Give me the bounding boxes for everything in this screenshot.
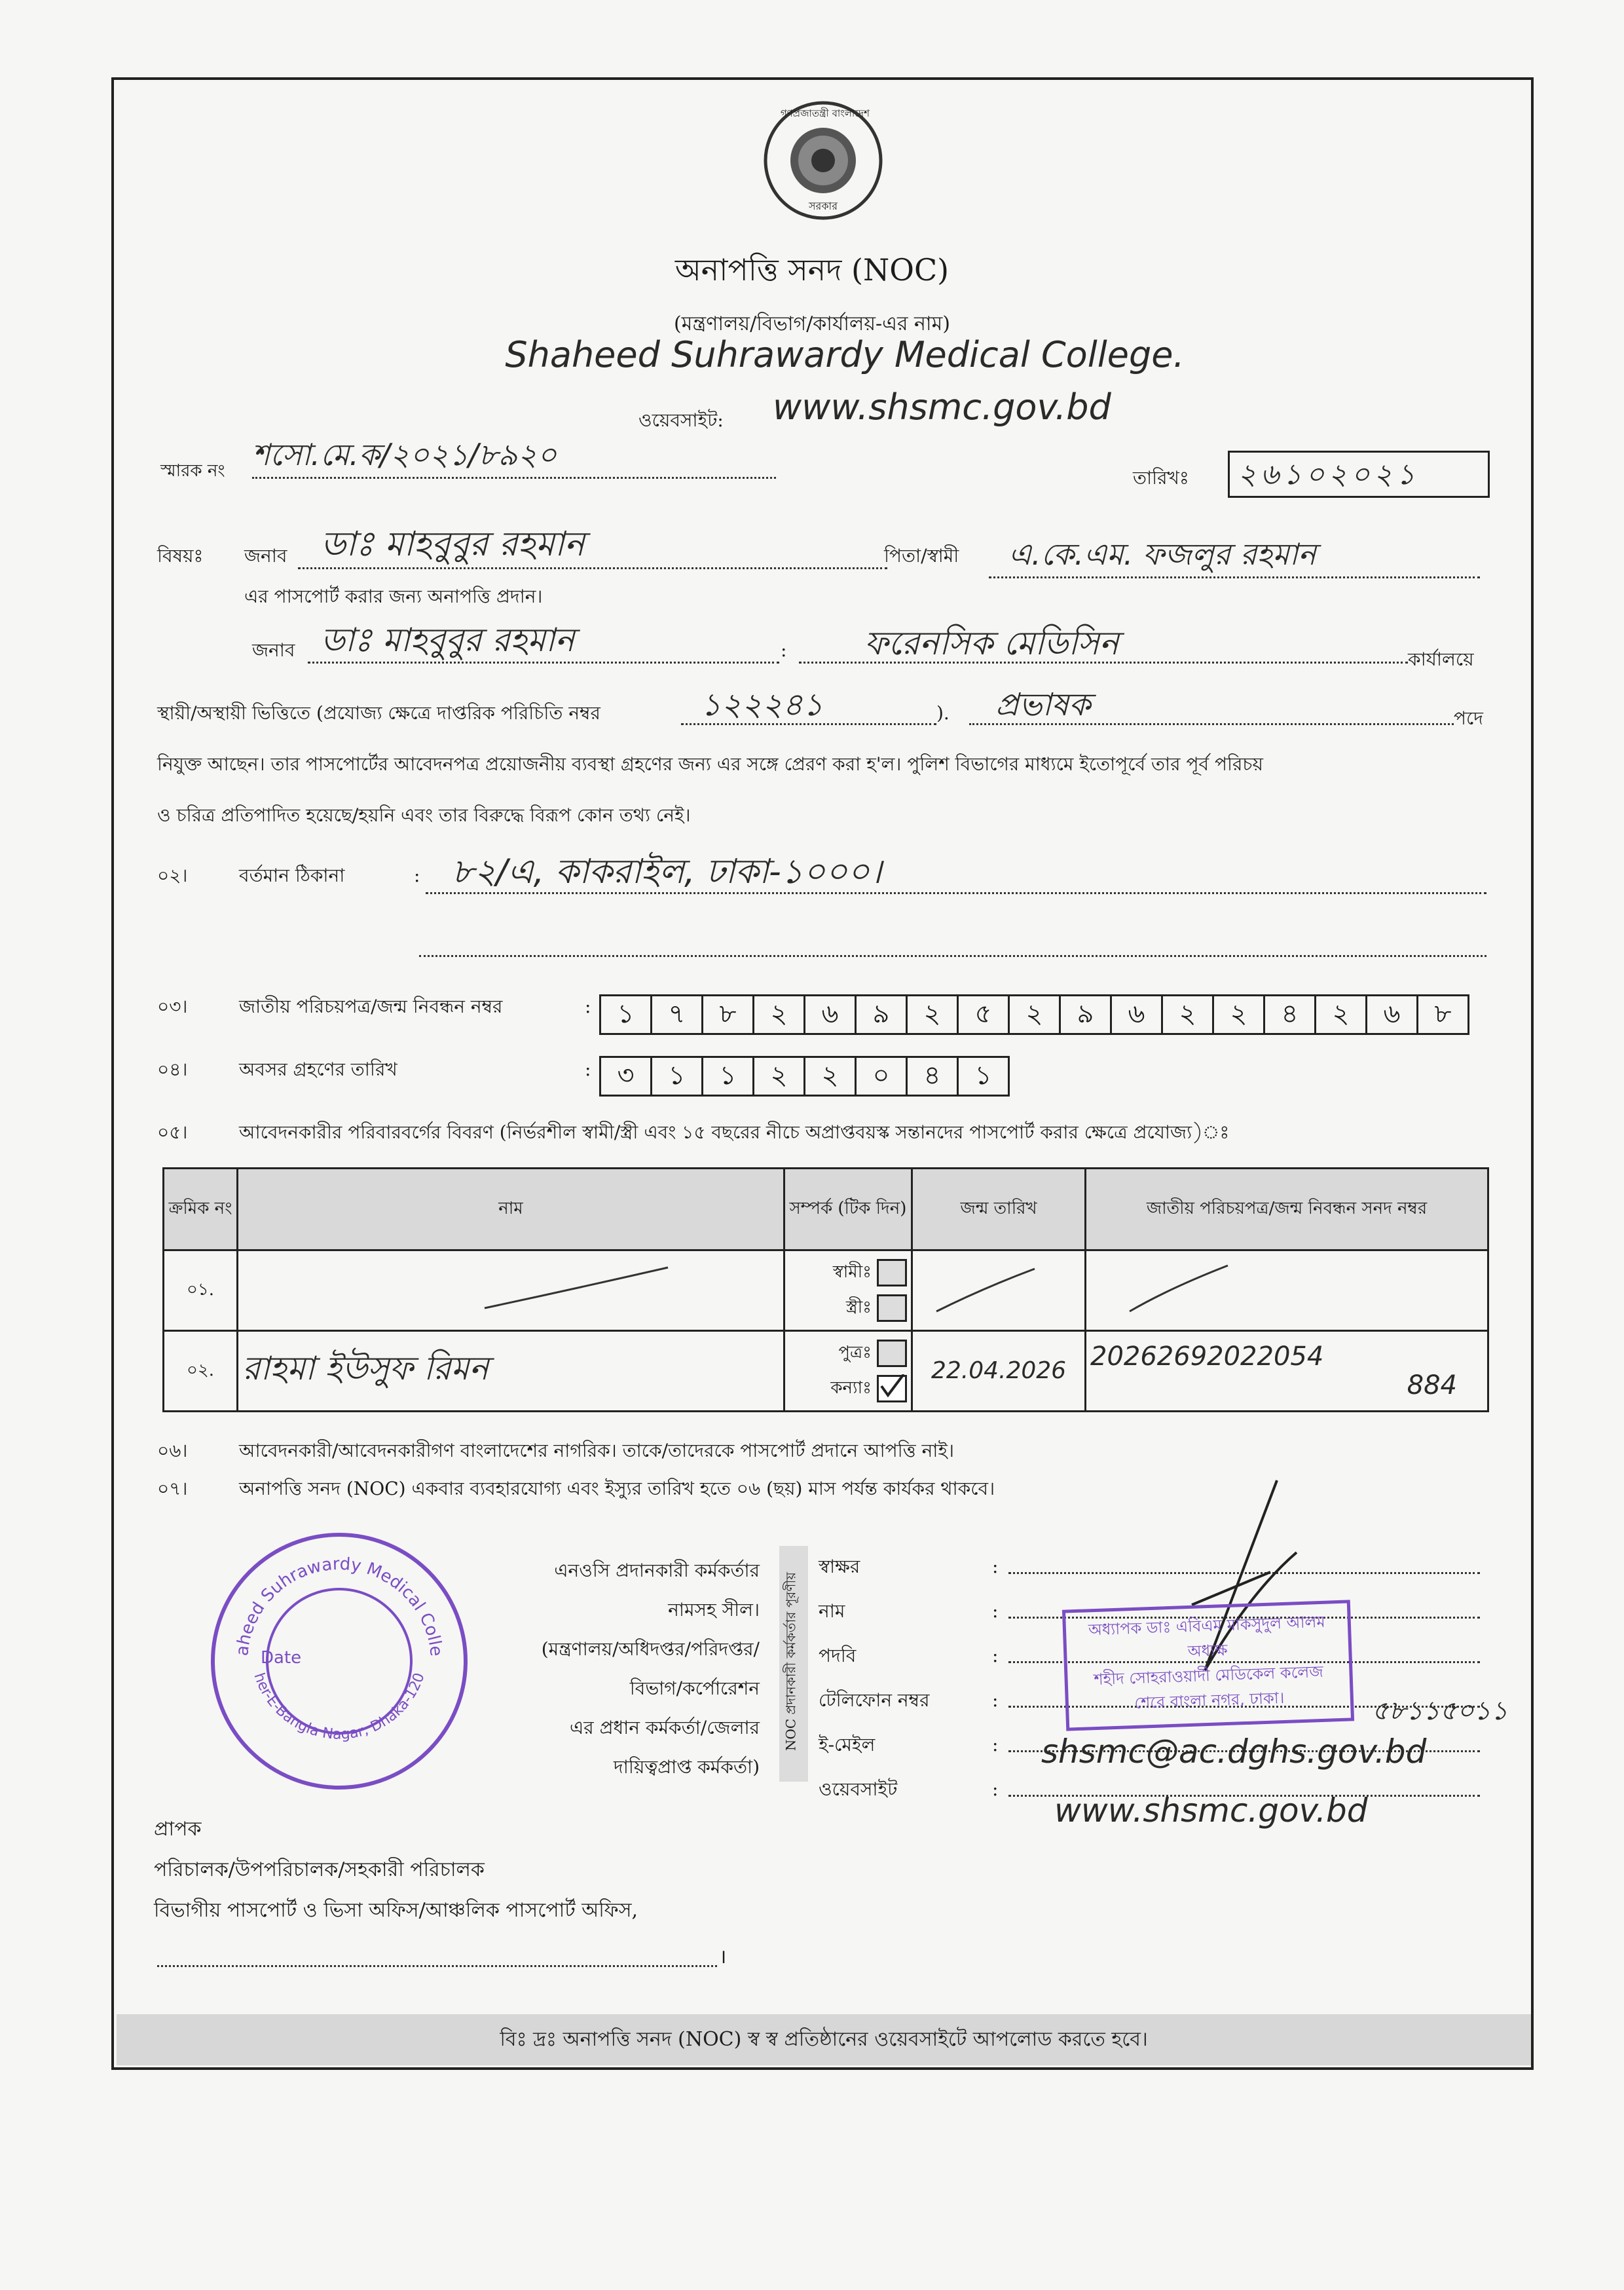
nid-digit: ২: [906, 994, 959, 1035]
colon: :: [992, 1689, 999, 1711]
svg-text:Sher-E-Bangla Nagar, Dhaka-120: her-E-Bangla Nagar, Dhaka-120: [250, 1670, 428, 1743]
post-suffix: পদে: [1454, 707, 1483, 729]
item3-label: জাতীয় পরিচয়পত্র/জন্ম নিবন্ধন নম্বর: [239, 996, 503, 1017]
rel-wife: স্ত্রীঃ: [845, 1298, 872, 1317]
father-label: পিতা/স্বামী: [884, 545, 959, 567]
colon: :: [992, 1600, 999, 1622]
table-row: [164, 1250, 1488, 1331]
office-suffix: কার্যালয়ে: [1408, 648, 1474, 670]
vertical-label: NOC প্রদানকারী কর্মকর্তার পূরণীয়: [783, 1571, 799, 1752]
rel-son: পুত্রঃ: [838, 1343, 872, 1362]
subject-label: বিষয়ঃ: [157, 545, 204, 567]
footer-text: বিঃ দ্রঃ অনাপত্তি সনদ (NOC) স্ব স্ব প্রতিষ্ঠানের ওয়েবসাইটে আপলোড করতে হবে।: [500, 2027, 1148, 2051]
body-paragraph2: ও চরিত্র প্রতিপাদিত হয়েছে/হয়নি এবং তার বিরুদ্ধে বিরূপ কোন তথ্য নেই।: [157, 804, 691, 826]
checkbox-daughter[interactable]: [877, 1375, 907, 1402]
row2-nid: [1086, 1331, 1488, 1412]
colon: :: [414, 865, 420, 886]
stamp-line1: অধ্যাপক ডাঃ এবিএম মাকসুদুল আলম: [1088, 1612, 1326, 1640]
signatory-desc-line: নামসহ সীল।: [668, 1599, 760, 1621]
family-table: [162, 1167, 1489, 1412]
body-name-label: জনাব: [252, 639, 295, 661]
retirement-digit: ০: [855, 1056, 908, 1097]
nid-digit: ৫: [957, 994, 1010, 1035]
subject-name-label: জনাব: [244, 545, 287, 567]
item2-num: ০২।: [157, 865, 188, 886]
retirement-date-boxes: [599, 1056, 1008, 1097]
strike-line-icon: [478, 1262, 674, 1315]
signatory-desc-line: দায়িত্বপ্রাপ্ত কর্মকর্তা): [614, 1756, 760, 1778]
seal-ring-icon: [215, 1537, 464, 1786]
signatory-field-label: স্বাক্ষর: [819, 1556, 860, 1577]
retirement-digit: ১: [650, 1056, 703, 1097]
nid-digit: ৬: [1365, 994, 1418, 1035]
colon: :: [585, 1059, 591, 1080]
recipient-line3-end: ।: [719, 1945, 727, 1968]
row1-nid: [1086, 1250, 1488, 1331]
nid-digit: ৮: [1416, 994, 1469, 1035]
col-relation: সম্পর্ক (টিক দিন): [784, 1169, 912, 1250]
nid-digit: ৯: [855, 994, 908, 1035]
retirement-digit: ২: [803, 1056, 857, 1097]
signatory-description: [485, 1551, 760, 1787]
nid-digit: ৯: [1059, 994, 1112, 1035]
ministry-value: Shaheed Suhrawardy Medical College.: [505, 334, 1185, 375]
memo-value: শসো.মে.ক/২০২১/৮৯২০: [252, 437, 557, 472]
body-line2a: স্থায়ী/অস্থায়ী ভিত্তিতে (প্রযোজ্য ক্ষেত্রে দাপ্তরিক পরিচিতি নম্বর: [157, 702, 600, 724]
college-seal-stamp: [211, 1533, 468, 1790]
stamp-date-label: Date: [261, 1648, 302, 1668]
subject-name-value: ডাঃ মাহবুবুর রহমান: [321, 525, 585, 564]
signatory-desc-line: (মন্ত্রণালয়/অধিদপ্তর/পরিদপ্তর/: [541, 1638, 760, 1660]
retirement-digit: ৩: [599, 1056, 652, 1097]
note7-num: ০৭।: [157, 1478, 188, 1499]
checkbox-husband[interactable]: [877, 1259, 907, 1286]
stamp-line3: শহীদ সোহরাওয়ার্দী মেডিকেল কলেজ: [1093, 1662, 1324, 1689]
body-name-value: ডাঃ মাহবুবুর রহমান: [321, 621, 575, 659]
id-value: ১২২২৪১: [701, 686, 824, 723]
recipient-label: প্রাপক: [154, 1818, 202, 1841]
strike-line-icon: [917, 1262, 1048, 1315]
row2-nid-value2: 884: [1407, 1370, 1457, 1400]
table-row: [164, 1331, 1488, 1412]
nid-boxes: [599, 994, 1467, 1035]
col-name: নাম: [238, 1169, 784, 1250]
row1-relation: [784, 1250, 912, 1331]
colon: :: [992, 1645, 999, 1666]
colon: :: [992, 1556, 999, 1577]
nid-digit: ৬: [803, 994, 857, 1035]
checkbox-wife[interactable]: [877, 1294, 907, 1322]
nid-digit: ২: [1161, 994, 1214, 1035]
row2-dob: 22.04.2026: [912, 1331, 1086, 1412]
emblem-bottom-text: সরকার: [808, 200, 838, 212]
sig-website-value: www.shsmc.gov.bd: [1054, 1792, 1368, 1830]
colon: :: [992, 1778, 999, 1800]
retirement-digit: ১: [957, 1056, 1010, 1097]
phone-value: ৫৮১১৫০১১: [1372, 1696, 1508, 1726]
website-label: ওয়েবসাইট:: [638, 409, 724, 431]
memo-label: স্মারক নং: [160, 461, 225, 481]
address-value: ৮২/এ, কাকরাইল, ঢাকা-১০০০।: [452, 852, 882, 892]
retirement-digit: ১: [701, 1056, 754, 1097]
signatory-field-label: নাম: [819, 1600, 845, 1622]
rel-husband: স্বামীঃ: [832, 1262, 872, 1282]
signatory-field-label: ওয়েবসাইট: [819, 1778, 898, 1800]
nid-digit: ২: [1212, 994, 1265, 1035]
retirement-digit: ৪: [906, 1056, 959, 1097]
recipient-line1: পরিচালক/উপপরিচালক/সহকারী পরিচালক: [154, 1858, 485, 1881]
colon: :: [585, 996, 591, 1017]
stamp-line4: শেরে বাংলা নগর, ঢাকা।: [1134, 1688, 1285, 1712]
nid-digit: ২: [1314, 994, 1367, 1035]
nid-digit: ৬: [1110, 994, 1163, 1035]
row2-relation: [784, 1331, 912, 1412]
footer-note: [117, 2014, 1531, 2065]
check-mark-icon: [879, 1374, 905, 1398]
row1-serial: ০১.: [164, 1250, 238, 1331]
item4-num: ০৪।: [157, 1059, 188, 1080]
item4-label: অবসর গ্রহণের তারিখ: [239, 1059, 397, 1080]
col-dob: জন্ম তারিখ: [912, 1169, 1086, 1250]
note6: আবেদনকারী/আবেদনকারীগণ বাংলাদেশের নাগরিক। তাকে/তাদেরকে পাসপোর্ট প্রদানে আপত্তি নাই।: [239, 1440, 955, 1461]
signatory-field-label: ই-মেইল: [819, 1734, 876, 1755]
item3-num: ০৩।: [157, 996, 188, 1017]
checkbox-son[interactable]: [877, 1340, 907, 1367]
signatory-desc-line: বিভাগ/কর্পোরেশন: [629, 1678, 760, 1699]
signatory-field-label: টেলিফোন নম্বর: [819, 1689, 930, 1711]
principal-stamp: [1062, 1600, 1354, 1731]
col-nid: জাতীয় পরিচয়পত্র/জন্ম নিবন্ধন সনদ নম্বর: [1086, 1169, 1488, 1250]
row1-dob: [912, 1250, 1086, 1331]
row1-name: [238, 1250, 784, 1331]
signatory-field-label: পদবি: [819, 1645, 857, 1666]
colon: :: [781, 639, 787, 661]
recipient-line2: বিভাগীয় পাসপোর্ট ও ভিসা অফিস/আঞ্চলিক পাসপোর্ট অফিস,: [154, 1899, 638, 1922]
note6-num: ০৬।: [157, 1440, 188, 1461]
nid-digit: ৪: [1263, 994, 1316, 1035]
nid-digit: ২: [752, 994, 805, 1035]
website-value: www.shsmc.gov.bd: [773, 386, 1111, 428]
date-label: তারিখঃ: [1133, 467, 1189, 489]
subject-line2: এর পাসপোর্ট করার জন্য অনাপত্তি প্রদান।: [244, 586, 543, 607]
signatory-field-row: [819, 1545, 1493, 1589]
nid-digit: ২: [1008, 994, 1061, 1035]
emblem-top-text: গণপ্রজাতন্ত্রী বাংলাদেশ: [780, 107, 870, 119]
post-value: প্রভাষক: [995, 686, 1091, 723]
office-value: ফরেনসিক মেডিসিন: [864, 624, 1119, 662]
father-value: এ.কে.এম. ফজলুর রহমান: [1008, 536, 1316, 572]
nid-digit: ১: [599, 994, 652, 1035]
ministry-label: (মন্ত্রণালয়/বিভাগ/কার্যালয়-এর নাম): [674, 312, 950, 335]
strike-line-icon: [1090, 1262, 1287, 1315]
body-paragraph: নিযুক্ত আছেন। তার পাসপোর্টের আবেদনপত্র প্রয়োজনীয় ব্যবস্থা গ্রহণের জন্য এর সঙ্গে প্রেরণ করা হ'ল। পুলিশ বিভাগের মাধ্যমে ইতোপূর্বে তার পূর্ব পরিচয়: [157, 753, 1263, 775]
item2-label: বর্তমান ঠিকানা: [239, 865, 345, 886]
row2-name: রাহমা ইউসুফ রিমন: [238, 1331, 784, 1412]
signatory-desc-line: এনওসি প্রদানকারী কর্মকর্তার: [554, 1560, 760, 1581]
page-title: অনাপত্তি সনদ (NOC): [674, 252, 950, 288]
body-line2b: ).: [936, 702, 950, 724]
row2-nid-value: 20262692022054: [1090, 1342, 1324, 1372]
note7: অনাপত্তি সনদ (NOC) একবার ব্যবহারযোগ্য এবং ইস্যুর তারিখ হতে ০৬ (ছয়) মাস পর্যন্ত কার্যকর থাকবে।: [239, 1478, 995, 1499]
colon: :: [992, 1734, 999, 1755]
rel-daughter: কন্যাঃ: [830, 1378, 872, 1398]
date-value: ২৬১০২০২১: [1228, 451, 1490, 498]
signatory-desc-line: এর প্রধান কর্মকর্তা/জেলার: [569, 1717, 760, 1738]
item5-label: আবেদনকারীর পরিবারবর্গের বিবরণ (নির্ভরশীল স্বামী/স্ত্রী এবং ১৫ বছরের নীচে অপ্রাপ্তবয়স্ক সন্তানদের পাসপোর্ট করার ক্ষেত্রে প্রযোজ্য)ঃ: [239, 1121, 1230, 1143]
row2-serial: ০২.: [164, 1331, 238, 1412]
retirement-digit: ২: [752, 1056, 805, 1097]
stamp-line2: অধ্যক্ষ: [1187, 1640, 1228, 1661]
col-serial: ক্রমিক নং: [164, 1169, 238, 1250]
nid-digit: ৮: [701, 994, 754, 1035]
svg-text:Shaheed Suhrawardy Medical Col: aheed Suhrawardy Medical Colle: [232, 1554, 446, 1657]
item5-num: ০৫।: [157, 1121, 188, 1143]
nid-digit: ৭: [650, 994, 703, 1035]
email-value: shsmc@ac.dghs.gov.bd: [1041, 1733, 1427, 1771]
